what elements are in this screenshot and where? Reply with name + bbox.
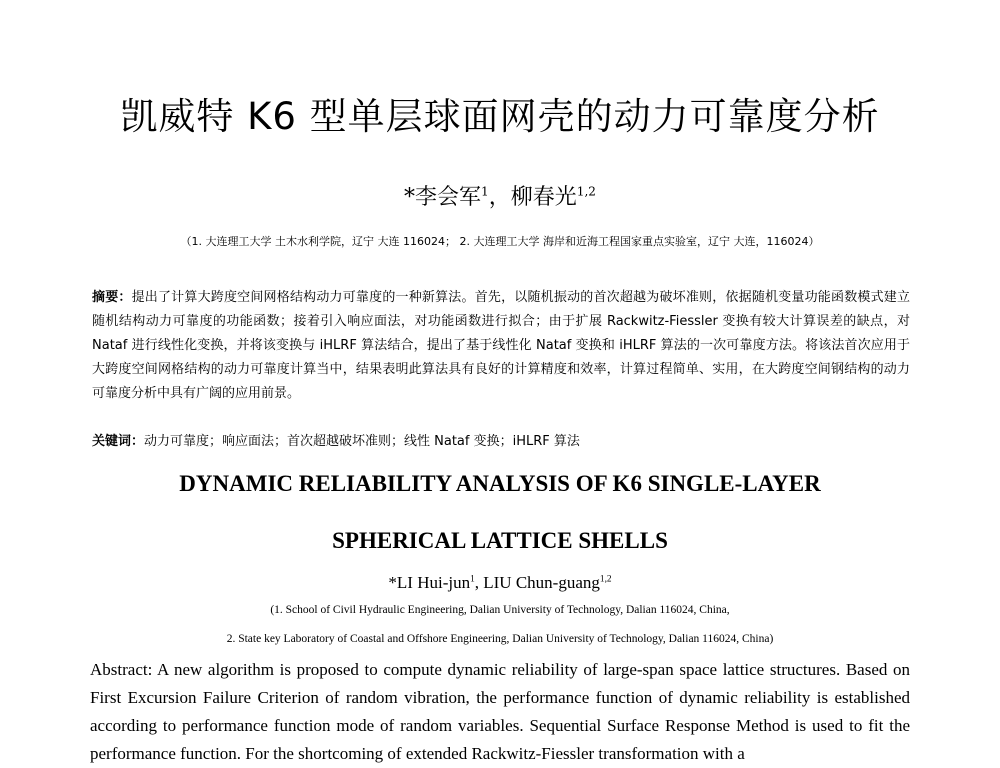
keywords-label: 关键词： xyxy=(92,434,145,449)
chinese-title: 凯威特 K6 型单层球面网壳的动力可靠度分析 xyxy=(120,95,880,138)
english-affiliation-line-1: (1. School of Civil Hydraulic Engineering, Dalian University of Technology, Dalian 116024, China, xyxy=(270,604,730,616)
chinese-affiliation: （1. 大连理工大学 土木水利学院，辽宁 大连 116024； 2. 大连理工大学 海岸和近海工程国家重点实验室，辽宁 大连，116024） xyxy=(180,235,820,248)
chinese-authors xyxy=(0,180,1000,211)
en-author-1-affil-sup: 1 xyxy=(470,574,475,585)
author-1-name: 李会军 xyxy=(415,185,482,210)
author-1-affil-sup: 1 xyxy=(481,184,489,199)
abstract-body: 提出了计算大跨度空间网格结构动力可靠度的一种新算法。首先，以随机振动的首次超越为破坏准则，依据随机变量功能函数模式建立随机结构动力可靠度的功能函数；接着引入响应面法，对功能函数进行拟合；由于扩展 Rackwitz-Fiessler 变换有较大计算误差的缺点，对 Nataf 进行线性化变换，并将该变换与 iHLRF 算法结合，提出了基于线性化 Nataf 变换和 iHLRF 算法的一次可靠度方法。将该法首次应用于大跨度空间网格结构的动力可靠度计算当中，结果表明此算法具有良好的计算精度和效率，计算过程简单、实用，在大跨度空间钢结构的动力可靠度分析中具有广阔的应用前景。 xyxy=(92,290,910,401)
english-authors xyxy=(0,573,1000,593)
english-title-line-2: SPHERICAL LATTICE SHELLS xyxy=(332,528,668,553)
author-2-affil-sup: 1,2 xyxy=(576,184,596,199)
en-author-2-name: LIU Chun-guang xyxy=(483,573,600,592)
abstract-label: 摘要： xyxy=(92,290,132,305)
english-abstract: Abstract: A new algorithm is proposed to compute dynamic reliability of large-span space lattice structures. Based on First Excursion Failure Criterion of random vibration, the performance function of dynamic reliability is established according to performance function mode of random variables. Sequential Surface Response Method is used to fit the performance function. For the shortcoming of extended Rackwitz-Fiessler transformation with a xyxy=(90,660,910,763)
english-affiliation-line-2: 2. State key Laboratory of Coastal and Offshore Engineering, Dalian University of Technology, Dalian 116024, China) xyxy=(226,633,774,645)
chinese-keywords xyxy=(92,430,910,454)
author-separator: ， xyxy=(488,185,511,210)
chinese-abstract xyxy=(92,286,910,406)
en-author-marker: * xyxy=(388,573,397,592)
en-author-1-name: LI Hui-jun xyxy=(396,573,471,592)
en-author-2-affil-sup: 1,2 xyxy=(599,574,612,585)
en-author-separator: , xyxy=(474,573,484,592)
english-title-line-1: DYNAMIC RELIABILITY ANALYSIS OF K6 SINGLE-LAYER xyxy=(179,471,821,496)
author-marker: * xyxy=(404,185,415,210)
keywords-body: 动力可靠度；响应面法；首次超越破坏准则；线性 Nataf 变换；iHLRF 算法 xyxy=(144,434,580,449)
author-2-name: 柳春光 xyxy=(510,185,577,210)
